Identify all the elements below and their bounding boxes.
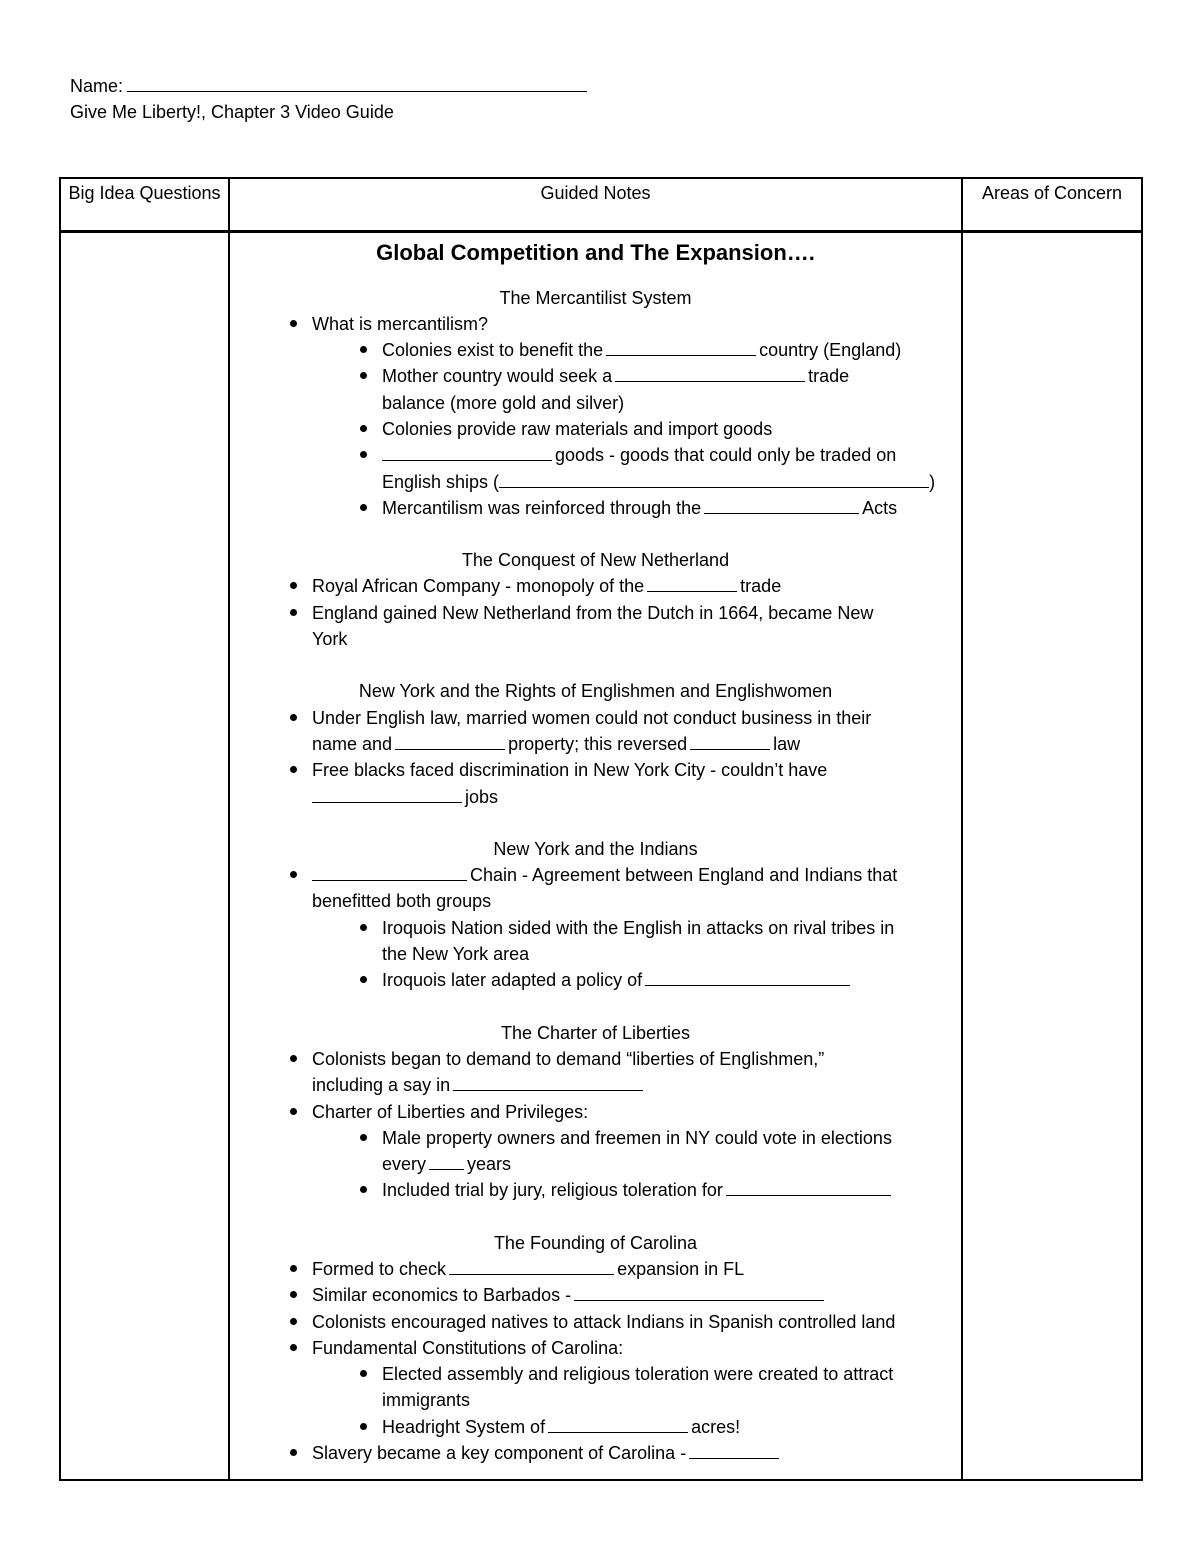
bullet-icon [290, 609, 297, 616]
list-item: Iroquois Nation sided with the English in attacks on rival tribes in [244, 915, 947, 941]
fill-in-blank[interactable] [429, 1152, 464, 1170]
list-item: Mercantilism was reinforced through the Acts [244, 495, 947, 521]
name-blank[interactable] [127, 74, 587, 92]
list-item: Iroquois later adapted a policy of [244, 967, 947, 993]
list-item: Elected assembly and religious toleration were created to attract [244, 1361, 947, 1387]
bullet-icon [360, 451, 367, 458]
list-item: Charter of Liberties and Privileges: [244, 1099, 947, 1125]
list-item-continued: the New York area [382, 944, 530, 965]
bullet-icon [360, 1186, 367, 1193]
guided-notes-header: Guided Notes [229, 178, 962, 231]
list-item-continued: York [312, 629, 348, 650]
section-title-charter: The Charter of Liberties [500, 1022, 691, 1043]
fill-in-blank[interactable] [615, 364, 805, 382]
list-item-continued: immigrants [382, 1390, 471, 1411]
fill-in-blank[interactable] [548, 1415, 688, 1433]
bullet-icon [290, 1344, 297, 1351]
bullet-icon [290, 582, 297, 589]
bullet-icon [360, 924, 367, 931]
bullet-icon [290, 1055, 297, 1062]
list-item: Male property owners and freemen in NY could vote in elections [244, 1125, 947, 1151]
bullet-icon [290, 1265, 297, 1272]
bullet-icon [290, 1449, 297, 1456]
fill-in-blank[interactable] [453, 1073, 643, 1091]
bullet-icon [290, 1318, 297, 1325]
big-idea-questions-header: Big Idea Questions [60, 178, 229, 231]
bullet-icon [360, 425, 367, 432]
fill-in-blank[interactable] [574, 1283, 824, 1301]
video-guide-table [59, 177, 1143, 1481]
bullet-icon [360, 1423, 367, 1430]
fill-in-blank[interactable] [726, 1178, 891, 1196]
table-body-row [60, 231, 1142, 1480]
list-item: Royal African Company - monopoly of the trade [244, 573, 947, 599]
table-header-row [60, 178, 1142, 231]
list-item-continued: English ships ( ) [382, 471, 936, 492]
big-idea-questions-cell[interactable] [60, 231, 229, 1480]
list-item: goods - goods that could only be traded on [244, 442, 947, 468]
bullet-icon [290, 871, 297, 878]
bullet-icon [290, 1291, 297, 1298]
list-item: Included trial by jury, religious toleration for [244, 1177, 947, 1203]
fill-in-blank[interactable] [312, 863, 467, 881]
fill-in-blank[interactable] [647, 574, 737, 592]
list-item: Colonists began to demand to demand “liberties of Englishmen,” [244, 1046, 947, 1072]
section-title-new-netherland: The Conquest of New Netherland [461, 550, 730, 571]
list-item: What is mercantilism? [244, 311, 947, 337]
name-line [70, 74, 587, 97]
list-item: Free blacks faced discrimination in New York City - couldn’t have [244, 757, 947, 783]
section-title-mercantilist: The Mercantilist System [499, 287, 692, 308]
fill-in-blank[interactable] [606, 338, 756, 356]
areas-of-concern-cell[interactable] [962, 231, 1142, 1480]
bullet-icon [290, 714, 297, 721]
list-item: Similar economics to Barbados - [244, 1282, 947, 1308]
document-subtitle: Give Me Liberty!, Chapter 3 Video Guide [70, 102, 394, 122]
list-item-continued: including a say in [244, 1072, 947, 1098]
list-item-continued: jobs [244, 784, 947, 810]
bullet-icon [360, 346, 367, 353]
fill-in-blank[interactable] [312, 785, 462, 803]
list-item: Slavery became a key component of Carolina - [244, 1440, 947, 1466]
bullet-icon [360, 976, 367, 983]
fill-in-blank[interactable] [689, 1441, 779, 1459]
name-label: Name: [70, 76, 124, 96]
list-item: Mother country would seek a trade [244, 363, 947, 389]
fill-in-blank[interactable] [645, 968, 850, 986]
list-item: Colonies provide raw materials and import goods [244, 416, 947, 442]
list-item: Fundamental Constitutions of Carolina: [244, 1335, 947, 1361]
bullet-icon [360, 504, 367, 511]
list-item-continued: name and property; this reversed law [312, 733, 801, 754]
notes-title: Global Competition and The Expansion…. [376, 239, 815, 265]
list-item: Under English law, married women could not conduct business in their [244, 705, 947, 731]
section-title-indians: New York and the Indians [493, 838, 698, 859]
section-title-carolina: The Founding of Carolina [493, 1232, 698, 1253]
list-item-continued: benefitted both groups [312, 891, 492, 912]
areas-of-concern-header: Areas of Concern [962, 178, 1142, 231]
list-item-continued: every years [382, 1154, 512, 1175]
list-item: Colonies exist to benefit the country (England) [244, 337, 947, 363]
list-item: England gained New Netherland from the Dutch in 1664, became New [244, 600, 947, 626]
fill-in-blank[interactable] [395, 732, 505, 750]
list-item: Chain - Agreement between England and Indians that [244, 862, 947, 888]
bullet-icon [290, 766, 297, 773]
bullet-icon [360, 1370, 367, 1377]
fill-in-blank[interactable] [382, 443, 552, 461]
bullet-icon [290, 320, 297, 327]
fill-in-blank[interactable] [449, 1257, 614, 1275]
list-item: Colonists encouraged natives to attack Indians in Spanish controlled land [244, 1309, 947, 1335]
bullet-icon [360, 372, 367, 379]
fill-in-blank[interactable] [704, 496, 859, 514]
fill-in-blank[interactable] [690, 732, 770, 750]
fill-in-blank[interactable] [499, 470, 929, 488]
list-item: Formed to check expansion in FL [244, 1256, 947, 1282]
list-item-continued: balance (more gold and silver) [382, 392, 625, 413]
bullet-icon [290, 1108, 297, 1115]
list-item: Headright System of acres! [244, 1414, 947, 1440]
section-title-rights: New York and the Rights of Englishmen and Englishwomen [358, 681, 833, 702]
guided-notes-cell [229, 231, 962, 1480]
bullet-icon [360, 1134, 367, 1141]
